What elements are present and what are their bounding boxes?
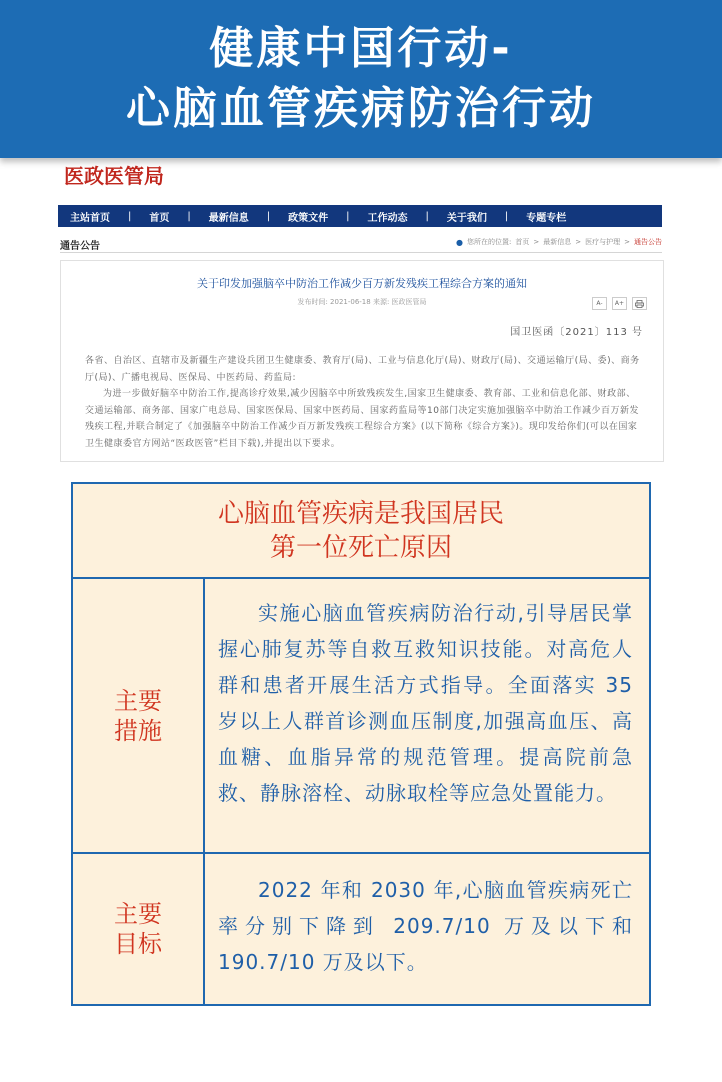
goals-label-line2: 目标 xyxy=(114,930,162,958)
department-logo-text: 医政医管局 xyxy=(64,164,164,188)
measures-paragraph: 实施心脑血管疾病防治行动,引导居民掌握心肺复苏等自救互救知识技能。对高危人群和患者开展生活方式指导。全面落实 35 岁以上人群首诊测血压制度,加强高血压、高血糖、血脂异常的规范管理。提高院前急救、静脉溶栓、动脉取栓等应急处置能力。 xyxy=(218,601,633,805)
banner-title-line2: 心脑血管疾病防治行动 xyxy=(126,83,596,134)
panel-heading-line1: 心脑血管疾病是我国居民 xyxy=(217,498,504,529)
nav-item-main-home[interactable]: 主站首页 xyxy=(70,212,110,224)
document-meta: 发布时间: 2021-06-18 来源: 医政医管局 xyxy=(297,298,427,306)
breadcrumb-separator: > xyxy=(533,238,540,246)
document-screenshot xyxy=(60,260,664,462)
measures-row xyxy=(73,579,649,854)
font-decrease-button[interactable]: A- xyxy=(592,297,607,310)
measures-label-line1: 主要 xyxy=(114,686,162,715)
nav-separator: | xyxy=(346,210,350,222)
document-body xyxy=(85,353,641,452)
breadcrumb-link-medical[interactable]: 医疗与护理 xyxy=(585,238,621,246)
goals-row xyxy=(73,854,649,1004)
breadcrumb-link-latest[interactable]: 最新信息 xyxy=(543,238,572,246)
breadcrumb-prefix: 您所在的位置: xyxy=(467,238,512,246)
measures-label xyxy=(73,579,205,852)
document-paragraph: 为进一步做好脑卒中防治工作,提高诊疗效果,减少因脑卒中所致残疾发生,国家卫生健康委、教育部、工业和信息化部、财政部、交通运输部、商务部、国家广电总局、国家医保局、国家中医药局、国家药监局等10部门决定实施加强脑卒中防治工作减少百万新发残疾工程,并联合制定了《加强脑卒中防治工作减少百万新发残疾工程综合方案》(以下简称《综合方案》)。现印发给你们(可以在国家卫生健康委官方网站“医政医管”栏目下载),并提出以下要求。 xyxy=(85,389,639,449)
panel-heading-line2: 第一位死亡原因 xyxy=(269,532,452,563)
location-pin-icon: ● xyxy=(456,237,464,247)
breadcrumb-current: 通告公告 xyxy=(634,238,662,246)
site-navbar xyxy=(58,205,662,227)
info-panel xyxy=(71,482,651,1006)
font-increase-button[interactable]: A+ xyxy=(612,297,627,310)
goals-text xyxy=(218,872,633,980)
nav-separator: | xyxy=(187,210,191,222)
goals-label xyxy=(73,854,205,1004)
nav-separator: | xyxy=(504,210,509,222)
banner-title-line1: 健康中国行动- xyxy=(209,23,513,74)
nav-item-latest-info[interactable]: 最新信息 xyxy=(208,212,249,224)
document-tools xyxy=(592,297,647,310)
goals-label-line1: 主要 xyxy=(114,900,162,928)
measures-text xyxy=(218,595,633,811)
nav-item-home[interactable]: 首页 xyxy=(149,212,170,224)
measures-label-line2: 措施 xyxy=(114,716,162,745)
nav-item-work-news[interactable]: 工作动态 xyxy=(367,212,408,224)
nav-item-special-topics[interactable]: 专题专栏 xyxy=(526,212,567,224)
document-title: 关于印发加强脑卒中防治工作减少百万新发残疾工程综合方案的通知 xyxy=(197,277,527,290)
breadcrumb xyxy=(456,237,662,247)
document-number: 国卫医函〔2021〕113 号 xyxy=(510,327,643,338)
goals-paragraph: 2022 年和 2030 年,心脑血管疾病死亡率分别下降到 209.7/10 万及以下和 190.7/10 万及以下。 xyxy=(218,878,633,974)
print-icon[interactable] xyxy=(632,297,647,310)
breadcrumb-separator: > xyxy=(575,238,582,246)
nav-separator: | xyxy=(128,210,132,222)
nav-item-policy-files[interactable]: 政策文件 xyxy=(288,212,329,224)
title-banner xyxy=(0,0,722,158)
document-paragraph: 各省、自治区、直辖市及新疆生产建设兵团卫生健康委、教育厅(局)、工业与信息化厅(局)、财政厅(局)、交通运输厅(局、委)、商务厅(局)、广播电视局、医保局、中医药局、药监局: xyxy=(85,356,640,383)
nav-separator: | xyxy=(266,210,271,222)
panel-heading xyxy=(73,484,649,579)
notice-section-header xyxy=(60,234,662,253)
nav-separator: | xyxy=(425,210,429,222)
nav-item-about-us[interactable]: 关于我们 xyxy=(446,212,487,224)
section-title: 通告公告 xyxy=(60,241,100,252)
breadcrumb-link-home[interactable]: 首页 xyxy=(515,238,530,246)
breadcrumb-separator: > xyxy=(624,238,630,246)
